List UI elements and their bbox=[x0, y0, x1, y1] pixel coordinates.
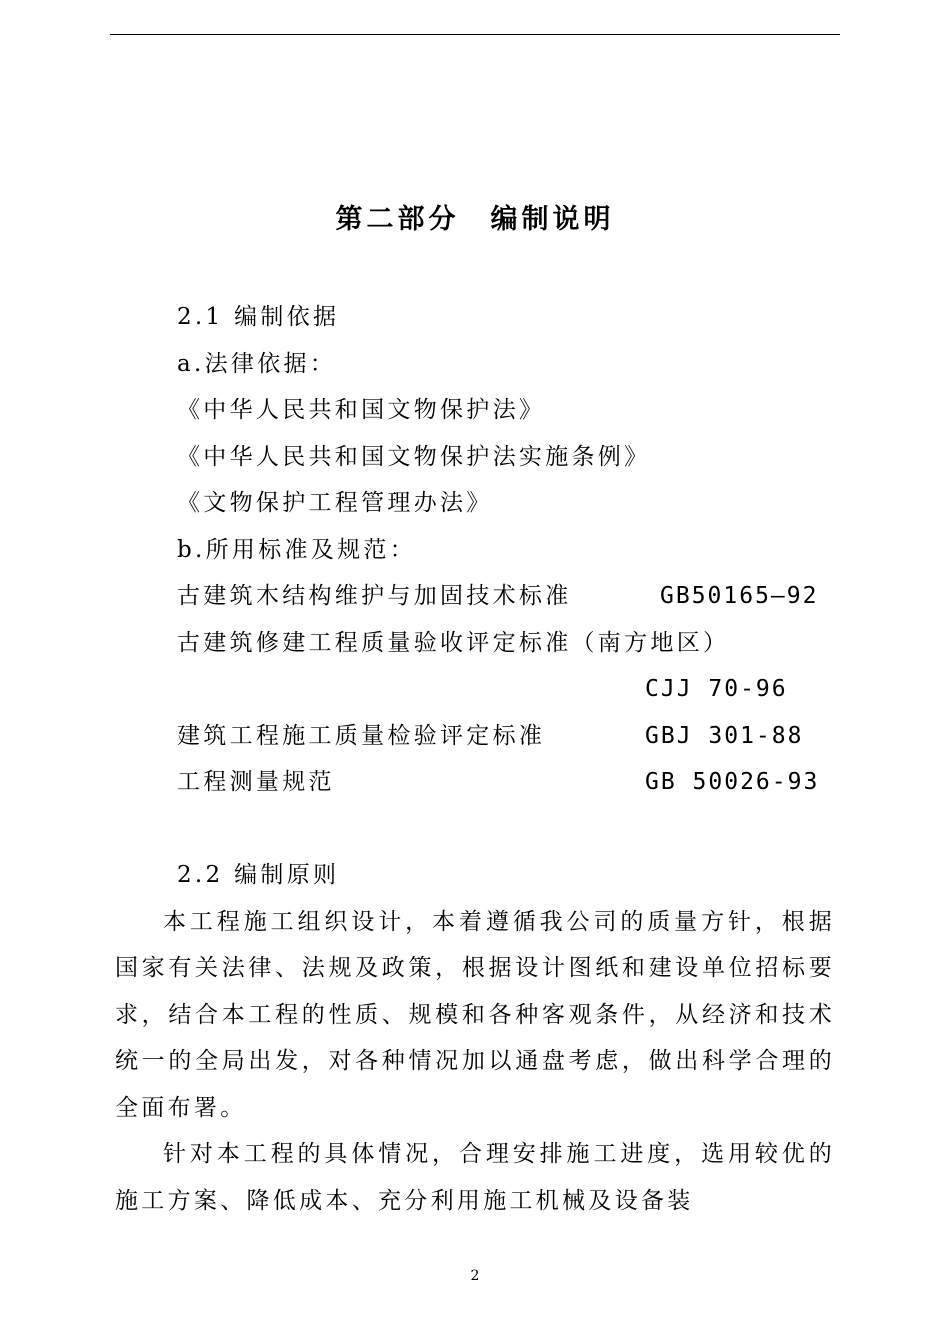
standard-item bbox=[115, 713, 835, 760]
law-item: 《文物保护工程管理办法》 bbox=[177, 490, 493, 516]
legal-basis-label: a.法律依据： bbox=[177, 350, 337, 377]
standard-item bbox=[115, 573, 835, 620]
standard-name: 工程测量规范 bbox=[177, 769, 335, 795]
section-heading-2-2: 2.2 编制原则 bbox=[177, 862, 340, 888]
paragraph: 本工程施工组织设计，本着遵循我公司的质量方针，根据国家有关法律、法规及政策，根据设计图纸和建设单位招标要求，结合本工程的性质、规模和各种客观条件，从经济和技术统一的全局出发，对各种情况加以通盘考虑，做出科学合理的全面布署。 bbox=[115, 908, 835, 1121]
standard-code-line bbox=[115, 666, 835, 713]
standard-code: CJJ 70-96 bbox=[645, 676, 788, 702]
standard-item bbox=[115, 620, 835, 667]
standard-item bbox=[115, 759, 835, 806]
header-rule bbox=[110, 34, 840, 35]
law-item: 《中华人民共和国文物保护法》 bbox=[177, 397, 546, 423]
section-heading-2-1: 2.1 编制依据 bbox=[177, 304, 340, 330]
standard-name: 古建筑木结构维护与加固技术标准 bbox=[177, 583, 572, 609]
standard-name: 古建筑修建工程质量验收评定标准（南方地区） bbox=[177, 629, 730, 656]
standard-code: GBJ 301-88 bbox=[645, 722, 804, 749]
page-title: 第二部分 编制说明 bbox=[335, 204, 615, 235]
paragraph: 针对本工程的具体情况，合理安排施工进度，选用较优的施工方案、降低成本、充分利用施工机械及设备装 bbox=[115, 1141, 835, 1214]
law-item: 《中华人民共和国文物保护法实施条例》 bbox=[177, 443, 651, 470]
document-body bbox=[115, 294, 835, 1224]
page-number: 2 bbox=[470, 1268, 480, 1284]
standards-label: b.所用标准及规范： bbox=[177, 536, 417, 563]
standard-code: GB50165—92 bbox=[660, 583, 819, 609]
spacer bbox=[115, 806, 835, 853]
standard-name: 建筑工程施工质量检验评定标准 bbox=[177, 722, 546, 749]
standard-code: GB 50026-93 bbox=[645, 769, 820, 795]
